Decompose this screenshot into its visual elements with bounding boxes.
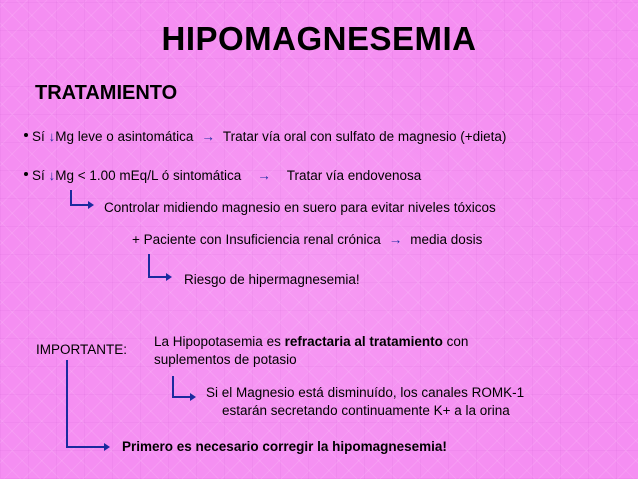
risk-text: Riesgo de hipermagnesemia! — [184, 272, 360, 287]
right-arrow-icon: → — [201, 129, 215, 144]
bullet-iv-treatment — [24, 168, 421, 183]
connector-arrow-icon — [66, 360, 106, 448]
condition-text: Mg leve o asintomática — [55, 129, 194, 144]
connector-arrowhead-icon — [104, 443, 110, 451]
connector-arrow-icon — [148, 254, 168, 278]
important-text-bold: refractaria al tratamiento — [284, 334, 443, 349]
conclusion-text: Primero es necesario corregir la hipomagnesemia! — [122, 439, 447, 454]
down-arrow-icon: ↓ — [48, 129, 56, 144]
action-text: Tratar vía oral con sulfato de magnesio (+dieta) — [222, 129, 507, 144]
important-text-post: con — [442, 334, 469, 349]
right-arrow-icon: → — [388, 232, 403, 247]
connector-arrowhead-icon — [166, 273, 172, 281]
bullet-prefix: Sí — [32, 129, 49, 144]
down-arrow-icon: ↓ — [48, 168, 56, 183]
romk-line-1: Si el Magnesio está disminuído, los canales ROMK-1 — [206, 385, 525, 400]
bullet-dot-icon — [24, 133, 28, 137]
renal-line — [132, 232, 482, 247]
romk-line-2: estarán secretando continuamente K+ a la orina — [222, 403, 510, 418]
right-arrow-icon: → — [257, 168, 271, 183]
bullet-dot-icon — [24, 172, 28, 176]
condition-text: Mg < 1.00 mEq/L ó sintomática — [55, 168, 242, 183]
important-text-pre: La Hipopotasemia es — [154, 334, 285, 349]
connector-arrowhead-icon — [88, 201, 94, 209]
important-label: IMPORTANTE: — [36, 342, 128, 357]
connector-arrowhead-icon — [190, 393, 196, 401]
renal-text: + Paciente con Insuficiencia renal crónica — [132, 232, 381, 247]
control-text: Controlar midiendo magnesio en suero para evitar niveles tóxicos — [104, 200, 496, 215]
renal-result: media dosis — [410, 232, 483, 247]
slide-title: HIPOMAGNESEMIA — [161, 20, 477, 57]
section-subtitle: TRATAMIENTO — [35, 82, 178, 104]
important-line-1 — [154, 334, 468, 349]
connector-arrow-icon — [70, 190, 90, 206]
important-line-2: suplementos de potasio — [154, 352, 297, 367]
bullet-prefix: Sí — [32, 168, 49, 183]
action-text: Tratar vía endovenosa — [286, 168, 422, 183]
connector-arrow-icon — [172, 376, 192, 398]
bullet-oral-treatment — [24, 129, 506, 144]
